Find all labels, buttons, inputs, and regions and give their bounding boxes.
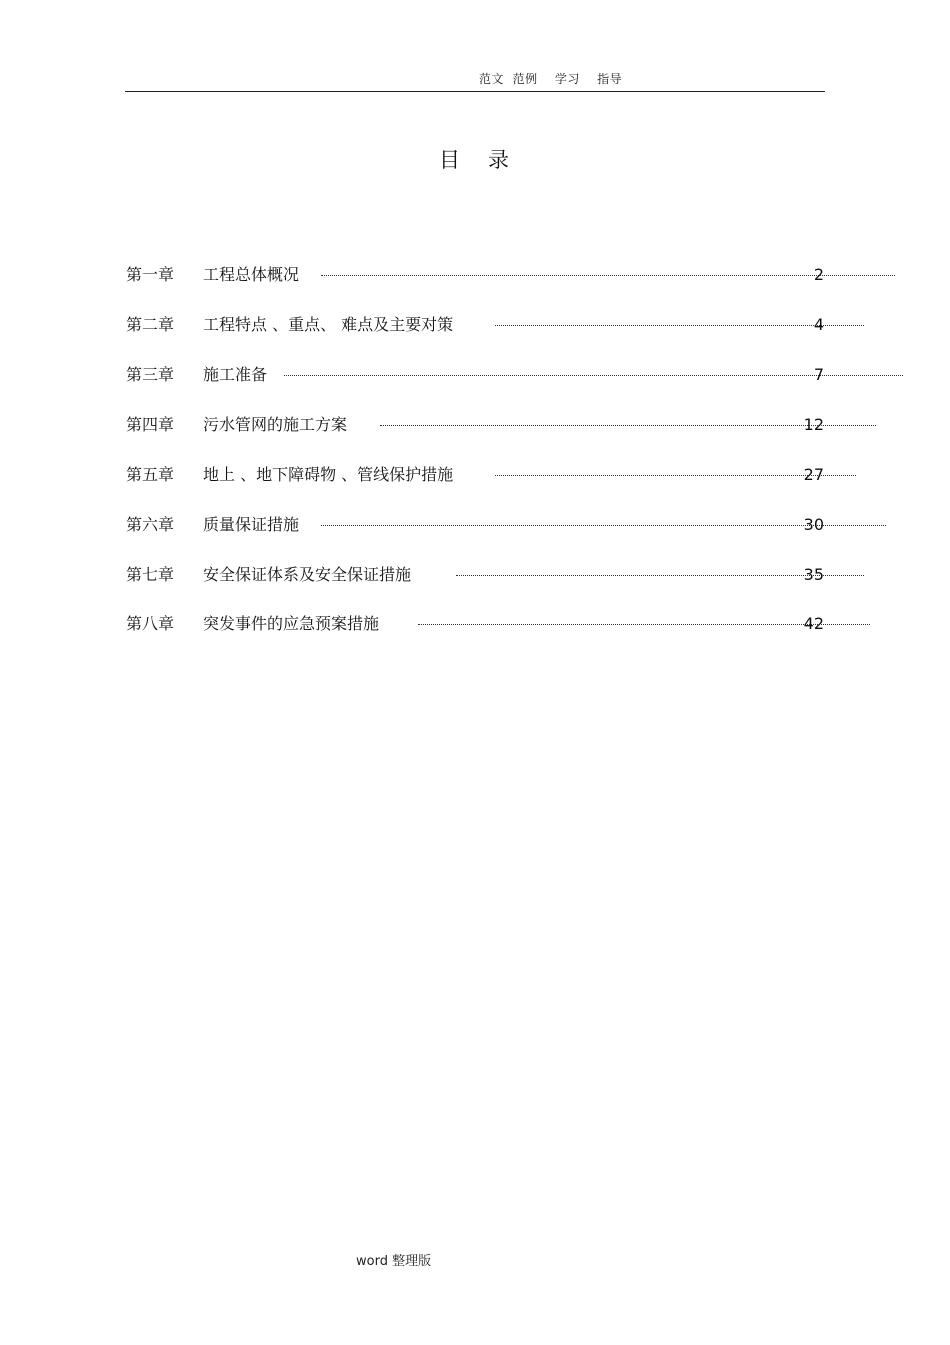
toc-chapter-number: 第三章 <box>126 365 175 384</box>
toc-entry[interactable] <box>126 462 858 488</box>
toc-page-number: 2 <box>813 265 824 284</box>
toc-chapter-title: 工程特点 、重点、 难点及主要对策 <box>203 315 454 334</box>
toc-chapter-title: 污水管网的施工方案 <box>203 415 348 434</box>
toc-chapter-title: 安全保证体系及安全保证措施 <box>203 565 412 584</box>
toc-page-number: 27 <box>803 465 824 484</box>
toc-chapter-number: 第二章 <box>126 315 175 334</box>
toc-page-number: 4 <box>813 315 824 334</box>
toc-entry[interactable] <box>126 262 896 288</box>
toc-chapter-title: 工程总体概况 <box>203 265 300 284</box>
toc-chapter-title: 突发事件的应急预案措施 <box>203 614 380 633</box>
toc-chapter-title: 施工准备 <box>203 365 268 384</box>
toc-entry[interactable] <box>126 312 866 338</box>
toc-page-number: 12 <box>803 415 824 434</box>
page-title: 目 录 <box>438 148 512 172</box>
toc-page-number: 42 <box>803 614 824 633</box>
toc-entry[interactable] <box>126 362 904 388</box>
page-footer: word 整理版 <box>356 1254 432 1269</box>
toc-entry[interactable] <box>126 512 888 538</box>
toc-entry[interactable] <box>126 412 878 438</box>
toc-entry[interactable] <box>126 611 872 637</box>
toc-chapter-number: 第六章 <box>126 515 175 534</box>
toc-page-number: 30 <box>803 515 824 534</box>
toc-chapter-title: 质量保证措施 <box>203 515 300 534</box>
toc-page-number: 7 <box>813 365 824 384</box>
toc-chapter-number: 第七章 <box>126 565 175 584</box>
toc-chapter-number: 第一章 <box>126 265 175 284</box>
toc-chapter-number: 第五章 <box>126 465 175 484</box>
toc-chapter-number: 第四章 <box>126 415 175 434</box>
toc-page-number: 35 <box>803 565 824 584</box>
header-text: 范文 范例 学习 指导 <box>479 72 623 86</box>
toc-chapter-title: 地上 、地下障碍物 、管线保护措施 <box>203 465 454 484</box>
toc-chapter-number: 第八章 <box>126 614 175 633</box>
toc-entry[interactable] <box>126 562 866 588</box>
